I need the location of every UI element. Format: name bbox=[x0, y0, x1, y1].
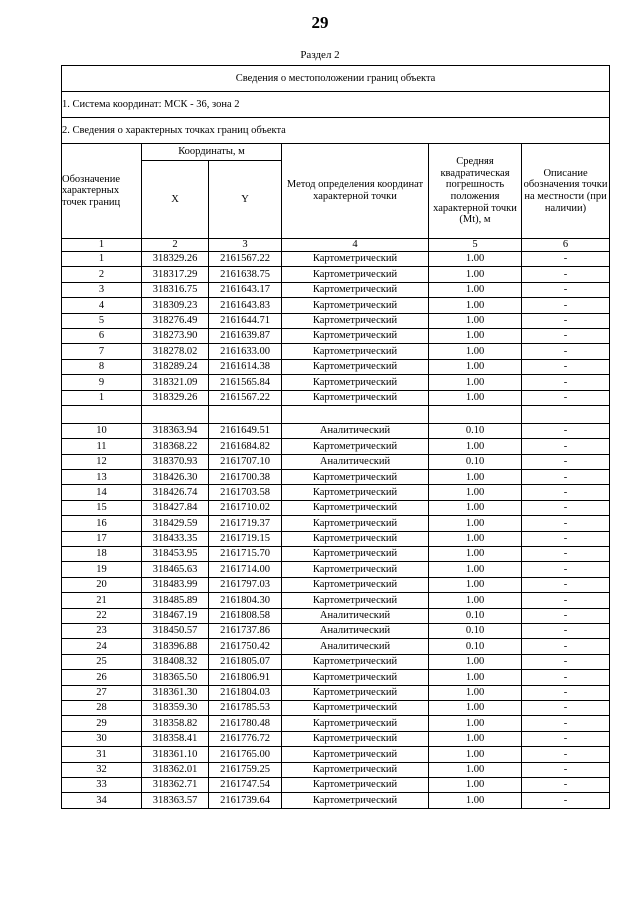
cell-coord-x: 318278.02 bbox=[142, 344, 209, 359]
empty-cell bbox=[429, 405, 522, 423]
cell-coord-x: 318427.84 bbox=[142, 500, 209, 515]
cell-coord-x: 318429.59 bbox=[142, 516, 209, 531]
cell-method: Картометрический bbox=[282, 547, 429, 562]
cell-coord-y: 2161804.03 bbox=[209, 685, 282, 700]
cell-coord-x: 318368.22 bbox=[142, 439, 209, 454]
table-row bbox=[62, 531, 610, 546]
cell-coord-y: 2161785.53 bbox=[209, 700, 282, 715]
table-row bbox=[62, 375, 610, 390]
table-row bbox=[62, 562, 610, 577]
cell-method: Картометрический bbox=[282, 470, 429, 485]
cell-coord-y: 2161808.58 bbox=[209, 608, 282, 623]
cell-method: Аналитический bbox=[282, 454, 429, 469]
cell-error: 1.00 bbox=[429, 531, 522, 546]
cell-error: 0.10 bbox=[429, 454, 522, 469]
page-number: 29 bbox=[311, 13, 329, 32]
cell-coord-y: 2161715.70 bbox=[209, 547, 282, 562]
cell-description: - bbox=[522, 267, 610, 282]
cell-coord-x: 318426.30 bbox=[142, 470, 209, 485]
cell-point-id: 14 bbox=[62, 485, 142, 500]
cell-description: - bbox=[522, 593, 610, 608]
empty-cell bbox=[62, 405, 142, 423]
cell-point-id: 9 bbox=[62, 375, 142, 390]
cell-method: Аналитический bbox=[282, 423, 429, 438]
cell-description: - bbox=[522, 516, 610, 531]
table-row bbox=[62, 313, 610, 328]
cell-description: - bbox=[522, 531, 610, 546]
cell-point-id: 18 bbox=[62, 547, 142, 562]
cell-error: 1.00 bbox=[429, 577, 522, 592]
coord-system-text: 1. Система координат: МСК - 36, зона 2 bbox=[62, 92, 610, 118]
table-row bbox=[62, 762, 610, 777]
cell-description: - bbox=[522, 716, 610, 731]
table-row bbox=[62, 516, 610, 531]
cell-error: 1.00 bbox=[429, 670, 522, 685]
cell-point-id: 16 bbox=[62, 516, 142, 531]
cell-point-id: 5 bbox=[62, 313, 142, 328]
cell-coord-x: 318316.75 bbox=[142, 282, 209, 297]
table-row bbox=[62, 470, 610, 485]
table-row bbox=[62, 731, 610, 746]
cell-error: 1.00 bbox=[429, 485, 522, 500]
cell-method: Картометрический bbox=[282, 762, 429, 777]
cell-coord-y: 2161797.03 bbox=[209, 577, 282, 592]
cell-description: - bbox=[522, 608, 610, 623]
empty-cell bbox=[209, 405, 282, 423]
header-coordinates: Координаты, м bbox=[142, 144, 282, 161]
cell-error: 1.00 bbox=[429, 328, 522, 343]
cell-method: Картометрический bbox=[282, 670, 429, 685]
cell-description: - bbox=[522, 777, 610, 792]
cell-coord-y: 2161567.22 bbox=[209, 252, 282, 267]
cell-coord-y: 2161633.00 bbox=[209, 344, 282, 359]
cell-coord-y: 2161719.37 bbox=[209, 516, 282, 531]
column-number-row bbox=[62, 239, 610, 252]
cell-description: - bbox=[522, 731, 610, 746]
cell-coord-y: 2161719.15 bbox=[209, 531, 282, 546]
cell-error: 0.10 bbox=[429, 608, 522, 623]
cell-method: Картометрический bbox=[282, 685, 429, 700]
cell-coord-x: 318408.32 bbox=[142, 654, 209, 669]
cell-coord-x: 318276.49 bbox=[142, 313, 209, 328]
cell-method: Картометрический bbox=[282, 700, 429, 715]
cell-coord-y: 2161805.07 bbox=[209, 654, 282, 669]
cell-error: 1.00 bbox=[429, 298, 522, 313]
column-number: 1 bbox=[62, 239, 142, 252]
cell-point-id: 24 bbox=[62, 639, 142, 654]
cell-error: 1.00 bbox=[429, 516, 522, 531]
table-row bbox=[62, 639, 610, 654]
cell-point-id: 22 bbox=[62, 608, 142, 623]
cell-coord-y: 2161747.54 bbox=[209, 777, 282, 792]
cell-description: - bbox=[522, 562, 610, 577]
cell-coord-y: 2161684.82 bbox=[209, 439, 282, 454]
cell-error: 1.00 bbox=[429, 282, 522, 297]
cell-description: - bbox=[522, 639, 610, 654]
cell-point-id: 13 bbox=[62, 470, 142, 485]
cell-coord-y: 2161714.00 bbox=[209, 562, 282, 577]
cell-method: Картометрический bbox=[282, 328, 429, 343]
cell-point-id: 34 bbox=[62, 793, 142, 808]
table-row bbox=[62, 267, 610, 282]
header-designation: Обозначение характерных точек границ bbox=[62, 144, 142, 239]
cell-error: 1.00 bbox=[429, 547, 522, 562]
cell-error: 1.00 bbox=[429, 470, 522, 485]
cell-error: 1.00 bbox=[429, 267, 522, 282]
table-row bbox=[62, 793, 610, 808]
cell-error: 1.00 bbox=[429, 747, 522, 762]
column-number: 6 bbox=[522, 239, 610, 252]
table-row bbox=[62, 700, 610, 715]
cell-description: - bbox=[522, 685, 610, 700]
cell-description: - bbox=[522, 390, 610, 405]
cell-point-id: 30 bbox=[62, 731, 142, 746]
cell-point-id: 25 bbox=[62, 654, 142, 669]
boundary-points-table bbox=[61, 65, 610, 809]
cell-point-id: 32 bbox=[62, 762, 142, 777]
cell-point-id: 31 bbox=[62, 747, 142, 762]
column-number: 2 bbox=[142, 239, 209, 252]
cell-description: - bbox=[522, 375, 610, 390]
table-row bbox=[62, 282, 610, 297]
cell-point-id: 21 bbox=[62, 593, 142, 608]
table-row bbox=[62, 485, 610, 500]
cell-coord-y: 2161739.64 bbox=[209, 793, 282, 808]
cell-description: - bbox=[522, 577, 610, 592]
table-row bbox=[62, 608, 610, 623]
cell-coord-y: 2161707.10 bbox=[209, 454, 282, 469]
cell-coord-x: 318289.24 bbox=[142, 359, 209, 374]
cell-description: - bbox=[522, 485, 610, 500]
cell-method: Картометрический bbox=[282, 654, 429, 669]
cell-description: - bbox=[522, 470, 610, 485]
cell-method: Картометрический bbox=[282, 577, 429, 592]
cell-method: Картометрический bbox=[282, 267, 429, 282]
cell-error: 1.00 bbox=[429, 731, 522, 746]
cell-coord-x: 318363.94 bbox=[142, 423, 209, 438]
empty-cell bbox=[282, 405, 429, 423]
cell-description: - bbox=[522, 454, 610, 469]
cell-point-id: 8 bbox=[62, 359, 142, 374]
cell-description: - bbox=[522, 313, 610, 328]
cell-point-id: 12 bbox=[62, 454, 142, 469]
table-row bbox=[62, 670, 610, 685]
cell-method: Картометрический bbox=[282, 593, 429, 608]
cell-coord-x: 318321.09 bbox=[142, 375, 209, 390]
cell-point-id: 19 bbox=[62, 562, 142, 577]
coord-system-row bbox=[62, 92, 610, 118]
cell-method: Картометрический bbox=[282, 716, 429, 731]
cell-description: - bbox=[522, 654, 610, 669]
cell-method: Картометрический bbox=[282, 252, 429, 267]
table-row bbox=[62, 454, 610, 469]
cell-description: - bbox=[522, 747, 610, 762]
cell-error: 1.00 bbox=[429, 313, 522, 328]
table-row bbox=[62, 547, 610, 562]
cell-description: - bbox=[522, 670, 610, 685]
cell-method: Картометрический bbox=[282, 562, 429, 577]
header-description: Описание обозначения точки на местности (при наличии) bbox=[522, 144, 610, 239]
cell-description: - bbox=[522, 282, 610, 297]
cell-point-id: 1 bbox=[62, 252, 142, 267]
table-title: Сведения о местоположении границ объекта bbox=[62, 66, 610, 92]
cell-description: - bbox=[522, 359, 610, 374]
cell-coord-y: 2161780.48 bbox=[209, 716, 282, 731]
column-number: 5 bbox=[429, 239, 522, 252]
points-heading-text: 2. Сведения о характерных точках границ объекта bbox=[62, 118, 610, 144]
cell-point-id: 10 bbox=[62, 423, 142, 438]
cell-coord-y: 2161638.75 bbox=[209, 267, 282, 282]
cell-method: Картометрический bbox=[282, 344, 429, 359]
cell-method: Аналитический bbox=[282, 639, 429, 654]
cell-coord-x: 318361.10 bbox=[142, 747, 209, 762]
cell-point-id: 26 bbox=[62, 670, 142, 685]
cell-error: 1.00 bbox=[429, 685, 522, 700]
cell-error: 1.00 bbox=[429, 700, 522, 715]
header-error: Средняя квадратическая погрешность положения характерной точки (Mt), м bbox=[429, 144, 522, 239]
cell-coord-y: 2161644.71 bbox=[209, 313, 282, 328]
cell-coord-x: 318317.29 bbox=[142, 267, 209, 282]
cell-error: 1.00 bbox=[429, 593, 522, 608]
cell-coord-y: 2161806.91 bbox=[209, 670, 282, 685]
cell-coord-x: 318485.89 bbox=[142, 593, 209, 608]
header-row-1 bbox=[62, 144, 610, 161]
cell-method: Картометрический bbox=[282, 282, 429, 297]
table-title-row bbox=[62, 66, 610, 92]
table-row bbox=[62, 654, 610, 669]
cell-coord-x: 318396.88 bbox=[142, 639, 209, 654]
cell-description: - bbox=[522, 623, 610, 638]
table-row bbox=[62, 359, 610, 374]
points-heading-row bbox=[62, 118, 610, 144]
cell-method: Картометрический bbox=[282, 793, 429, 808]
cell-coord-y: 2161776.72 bbox=[209, 731, 282, 746]
cell-coord-x: 318309.23 bbox=[142, 298, 209, 313]
table-row bbox=[62, 593, 610, 608]
cell-error: 0.10 bbox=[429, 639, 522, 654]
cell-point-id: 15 bbox=[62, 500, 142, 515]
header-y: Y bbox=[209, 161, 282, 239]
cell-error: 1.00 bbox=[429, 252, 522, 267]
cell-coord-x: 318273.90 bbox=[142, 328, 209, 343]
cell-error: 1.00 bbox=[429, 359, 522, 374]
separator-row bbox=[62, 405, 610, 423]
table-row bbox=[62, 328, 610, 343]
cell-error: 0.10 bbox=[429, 623, 522, 638]
table-row bbox=[62, 716, 610, 731]
cell-coord-y: 2161643.83 bbox=[209, 298, 282, 313]
cell-coord-x: 318363.57 bbox=[142, 793, 209, 808]
table-row bbox=[62, 747, 610, 762]
cell-error: 1.00 bbox=[429, 777, 522, 792]
cell-point-id: 3 bbox=[62, 282, 142, 297]
table-row bbox=[62, 252, 610, 267]
cell-method: Картометрический bbox=[282, 359, 429, 374]
cell-method: Картометрический bbox=[282, 313, 429, 328]
cell-error: 1.00 bbox=[429, 375, 522, 390]
cell-coord-x: 318361.30 bbox=[142, 685, 209, 700]
cell-method: Картометрический bbox=[282, 390, 429, 405]
cell-point-id: 7 bbox=[62, 344, 142, 359]
cell-method: Картометрический bbox=[282, 747, 429, 762]
cell-coord-y: 2161649.51 bbox=[209, 423, 282, 438]
cell-coord-x: 318359.30 bbox=[142, 700, 209, 715]
cell-point-id: 11 bbox=[62, 439, 142, 454]
cell-coord-y: 2161700.38 bbox=[209, 470, 282, 485]
cell-coord-x: 318426.74 bbox=[142, 485, 209, 500]
cell-point-id: 27 bbox=[62, 685, 142, 700]
table-row bbox=[62, 344, 610, 359]
table-row bbox=[62, 685, 610, 700]
cell-method: Картометрический bbox=[282, 731, 429, 746]
cell-coord-x: 318370.93 bbox=[142, 454, 209, 469]
empty-cell bbox=[142, 405, 209, 423]
cell-point-id: 1 bbox=[62, 390, 142, 405]
cell-coord-y: 2161639.87 bbox=[209, 328, 282, 343]
cell-method: Картометрический bbox=[282, 516, 429, 531]
cell-error: 1.00 bbox=[429, 344, 522, 359]
cell-point-id: 2 bbox=[62, 267, 142, 282]
cell-point-id: 17 bbox=[62, 531, 142, 546]
cell-coord-y: 2161703.58 bbox=[209, 485, 282, 500]
cell-error: 1.00 bbox=[429, 390, 522, 405]
cell-description: - bbox=[522, 500, 610, 515]
cell-coord-x: 318358.82 bbox=[142, 716, 209, 731]
cell-coord-y: 2161737.86 bbox=[209, 623, 282, 638]
cell-point-id: 20 bbox=[62, 577, 142, 592]
cell-method: Картометрический bbox=[282, 298, 429, 313]
cell-coord-y: 2161759.25 bbox=[209, 762, 282, 777]
table-row bbox=[62, 439, 610, 454]
cell-error: 1.00 bbox=[429, 762, 522, 777]
cell-coord-x: 318433.35 bbox=[142, 531, 209, 546]
cell-error: 1.00 bbox=[429, 439, 522, 454]
cell-coord-x: 318329.26 bbox=[142, 390, 209, 405]
cell-error: 0.10 bbox=[429, 423, 522, 438]
cell-coord-x: 318483.99 bbox=[142, 577, 209, 592]
cell-coord-y: 2161567.22 bbox=[209, 390, 282, 405]
cell-coord-y: 2161614.38 bbox=[209, 359, 282, 374]
cell-error: 1.00 bbox=[429, 500, 522, 515]
cell-description: - bbox=[522, 793, 610, 808]
table-row bbox=[62, 500, 610, 515]
cell-coord-y: 2161750.42 bbox=[209, 639, 282, 654]
cell-coord-y: 2161804.30 bbox=[209, 593, 282, 608]
cell-coord-x: 318362.01 bbox=[142, 762, 209, 777]
cell-point-id: 23 bbox=[62, 623, 142, 638]
cell-error: 1.00 bbox=[429, 654, 522, 669]
table-row bbox=[62, 577, 610, 592]
cell-coord-x: 318453.95 bbox=[142, 547, 209, 562]
cell-point-id: 4 bbox=[62, 298, 142, 313]
cell-description: - bbox=[522, 252, 610, 267]
cell-method: Картометрический bbox=[282, 500, 429, 515]
cell-coord-x: 318467.19 bbox=[142, 608, 209, 623]
cell-coord-x: 318329.26 bbox=[142, 252, 209, 267]
table-row bbox=[62, 298, 610, 313]
cell-description: - bbox=[522, 298, 610, 313]
section-label: Раздел 2 bbox=[300, 49, 340, 61]
empty-cell bbox=[522, 405, 610, 423]
cell-method: Аналитический bbox=[282, 623, 429, 638]
cell-description: - bbox=[522, 547, 610, 562]
cell-method: Картометрический bbox=[282, 439, 429, 454]
cell-description: - bbox=[522, 328, 610, 343]
cell-coord-x: 318365.50 bbox=[142, 670, 209, 685]
table-row bbox=[62, 390, 610, 405]
cell-method: Картометрический bbox=[282, 777, 429, 792]
cell-coord-y: 2161710.02 bbox=[209, 500, 282, 515]
header-x: X bbox=[142, 161, 209, 239]
cell-description: - bbox=[522, 439, 610, 454]
header-method: Метод определения координат характерной точки bbox=[282, 144, 429, 239]
cell-description: - bbox=[522, 700, 610, 715]
cell-point-id: 28 bbox=[62, 700, 142, 715]
cell-method: Картометрический bbox=[282, 375, 429, 390]
table-row bbox=[62, 423, 610, 438]
cell-method: Картометрический bbox=[282, 531, 429, 546]
cell-coord-x: 318450.57 bbox=[142, 623, 209, 638]
cell-error: 1.00 bbox=[429, 716, 522, 731]
cell-coord-y: 2161565.84 bbox=[209, 375, 282, 390]
cell-error: 1.00 bbox=[429, 793, 522, 808]
table-row bbox=[62, 623, 610, 638]
cell-method: Аналитический bbox=[282, 608, 429, 623]
cell-point-id: 29 bbox=[62, 716, 142, 731]
cell-coord-x: 318465.63 bbox=[142, 562, 209, 577]
cell-coord-x: 318362.71 bbox=[142, 777, 209, 792]
cell-description: - bbox=[522, 344, 610, 359]
cell-coord-y: 2161643.17 bbox=[209, 282, 282, 297]
cell-coord-y: 2161765.00 bbox=[209, 747, 282, 762]
column-number: 4 bbox=[282, 239, 429, 252]
cell-method: Картометрический bbox=[282, 485, 429, 500]
cell-description: - bbox=[522, 423, 610, 438]
cell-error: 1.00 bbox=[429, 562, 522, 577]
table-row bbox=[62, 777, 610, 792]
column-number: 3 bbox=[209, 239, 282, 252]
cell-point-id: 33 bbox=[62, 777, 142, 792]
cell-coord-x: 318358.41 bbox=[142, 731, 209, 746]
cell-point-id: 6 bbox=[62, 328, 142, 343]
cell-description: - bbox=[522, 762, 610, 777]
